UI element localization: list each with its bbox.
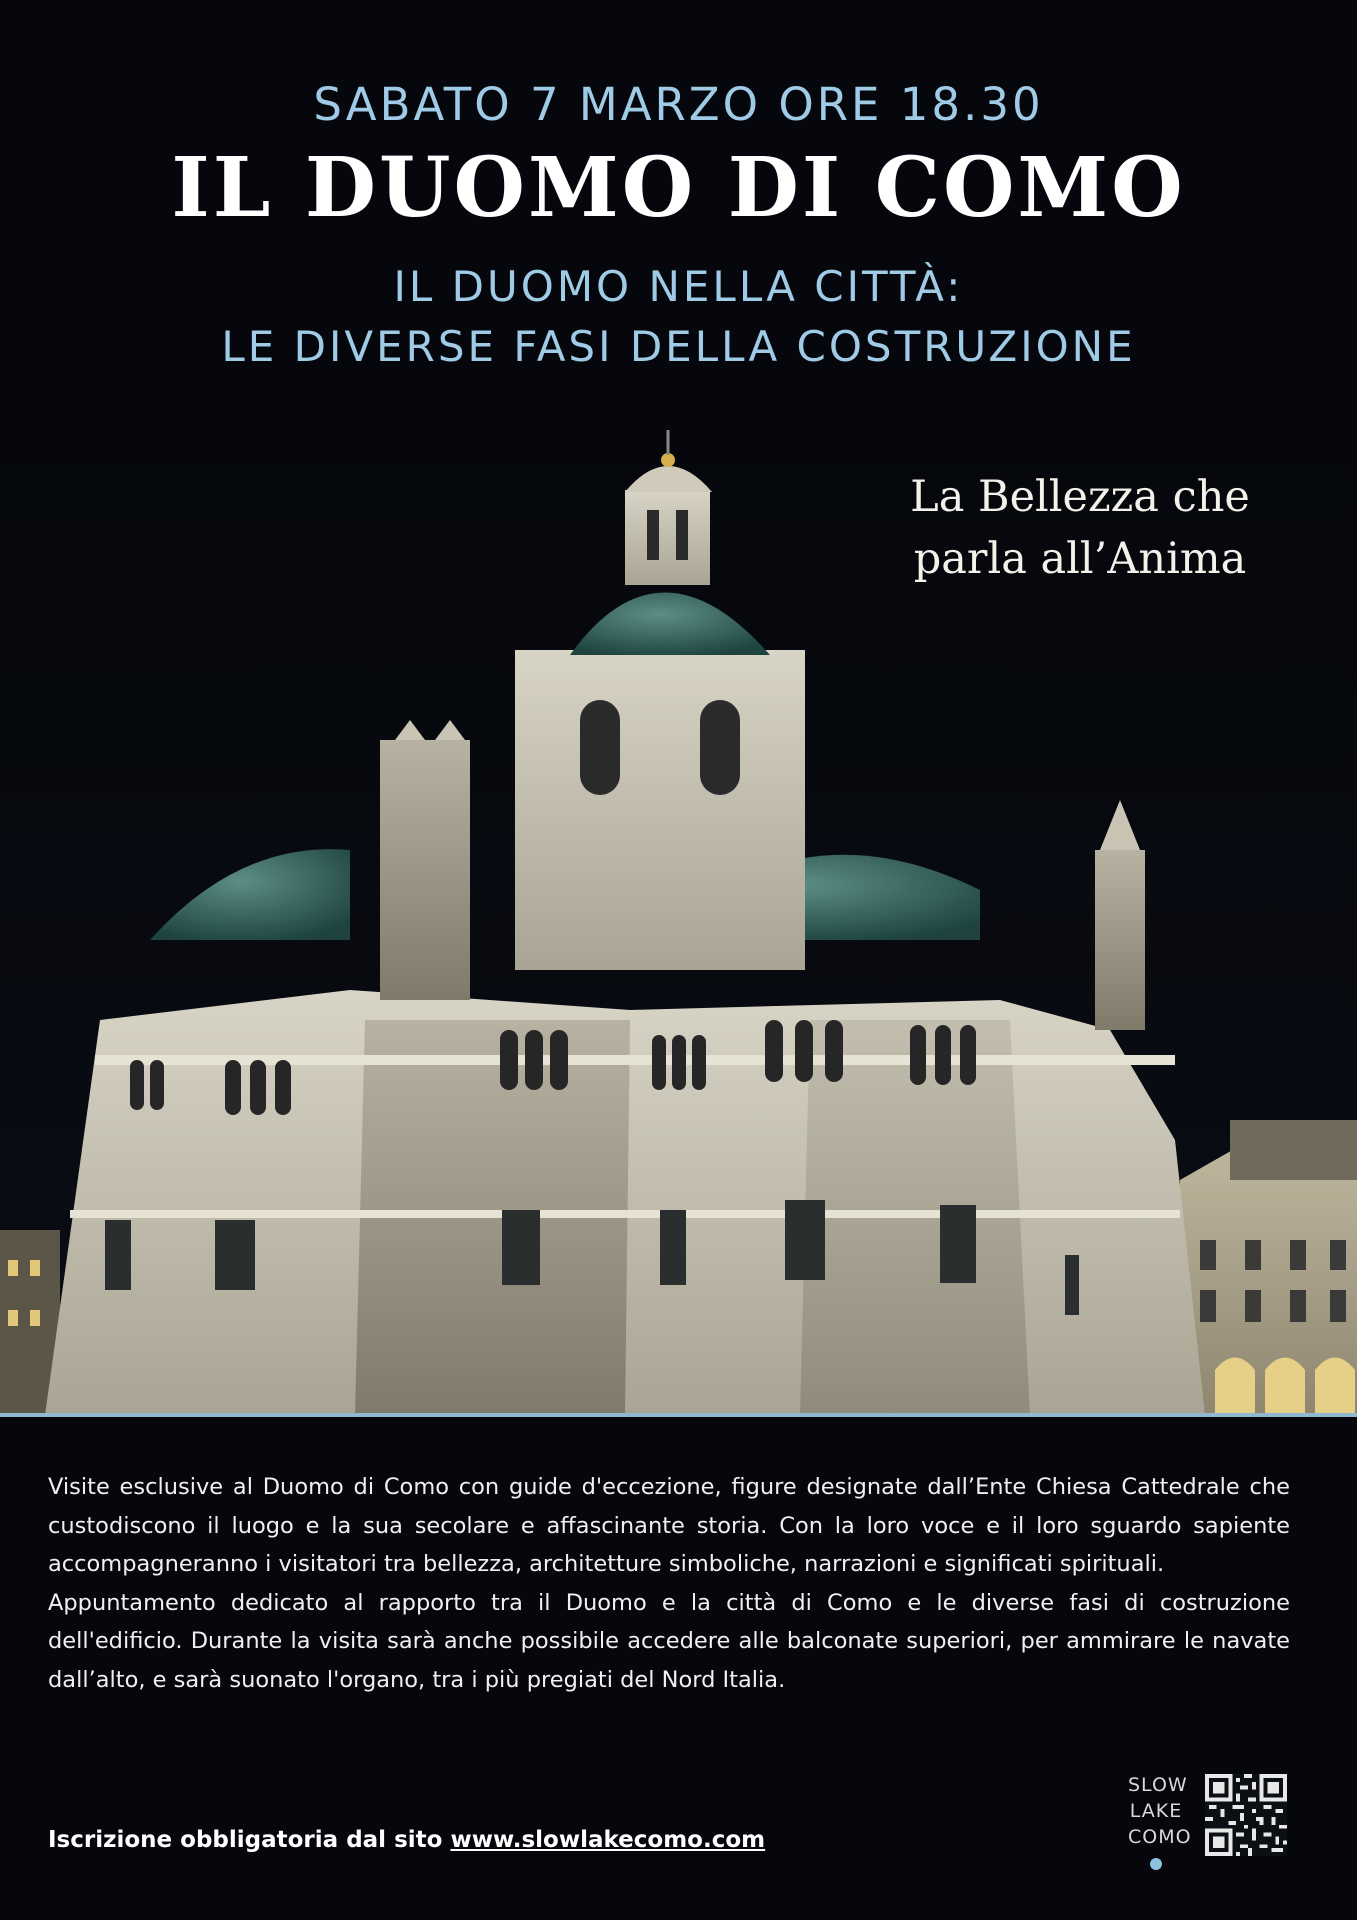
description-paragraph-2: Appuntamento dedicato al rapporto tra il Duomo e la città di Como e le diverse fasi di costruzione dell'edificio. Durante la visita sarà anche possibile accedere alle balconate superiori, per ammirare le navate dall’alto, e sarà suonato l'organo, tra i più pregiati del Nord Italia. <box>48 1589 1290 1693</box>
event-date: SABATO 7 MARZO ORE 18.30 <box>313 78 1044 131</box>
description <box>48 1468 1290 1699</box>
logo-line-1: SLOW <box>1128 1774 1188 1796</box>
subtitle-line-2: LE DIVERSE FASI DELLA COSTRUZIONE <box>221 322 1136 371</box>
qr-code-icon[interactable] <box>1205 1774 1287 1856</box>
tagline-line-1: La Bellezza che <box>910 472 1250 522</box>
description-paragraph-1: Visite esclusive al Duomo di Como con guide d'eccezione, figure designate dall’Ente Chiesa Cattedrale che custodiscono il luogo e la sua secolare e affascinante storia. Con la loro voce e il loro sguardo sapiente accompagneranno i visitatori tra bellezza, architetture simboliche, narrazioni e significati spirituali. <box>48 1474 1290 1577</box>
page-title: IL DUOMO DI COMO <box>171 140 1186 236</box>
logo-line-3: COMO <box>1128 1824 1184 1876</box>
divider <box>0 1413 1357 1417</box>
website-link[interactable]: www.slowlakecomo.com <box>450 1827 766 1853</box>
logo-dot-icon <box>1150 1858 1162 1870</box>
registration-text: Iscrizione obbligatoria dal sito <box>48 1827 443 1853</box>
slow-lake-como-logo <box>1128 1772 1192 1876</box>
logo-line-2: LAKE <box>1129 1800 1183 1822</box>
subtitle-line-1: IL DUOMO NELLA CITTÀ: <box>393 262 964 311</box>
registration-line <box>48 1827 765 1853</box>
tagline-line-2: parla all’Anima <box>913 534 1247 584</box>
tagline <box>870 466 1290 590</box>
